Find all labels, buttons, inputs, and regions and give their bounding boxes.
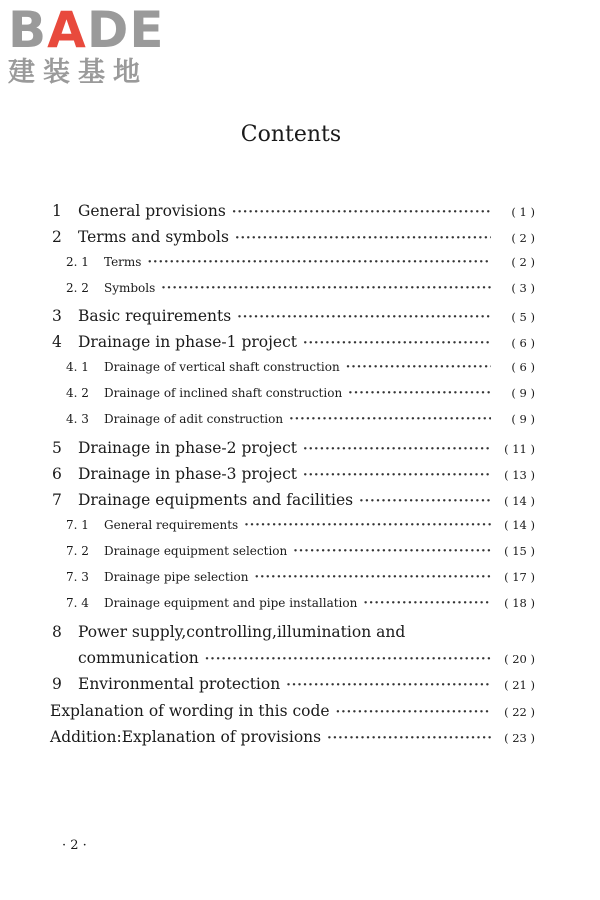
dot-leader: [286, 678, 491, 693]
toc-label: Terms and symbols: [78, 228, 229, 247]
toc-number: 7: [52, 491, 62, 510]
toc-number: 7. 2: [66, 543, 89, 558]
table-of-contents: [50, 202, 535, 754]
toc-label: Terms: [104, 254, 142, 269]
dot-leader: [254, 570, 491, 585]
logo-letters-de: DE: [86, 1, 165, 59]
dot-leader: [303, 336, 491, 351]
toc-page: ( 6 ): [511, 336, 535, 351]
toc-page: ( 5 ): [511, 310, 535, 325]
logo-letter-b: B: [8, 1, 48, 59]
toc-entry-7[interactable]: [50, 491, 535, 517]
toc-entry-3[interactable]: [50, 307, 535, 333]
logo-chinese-text: 建装基地: [8, 57, 148, 88]
toc-page: ( 3 ): [511, 280, 535, 295]
toc-number: 2: [52, 228, 62, 247]
toc-page: ( 14 ): [504, 494, 535, 509]
toc-label: Drainage of inclined shaft construction: [104, 386, 343, 401]
toc-number: 4. 2: [66, 386, 89, 401]
toc-number: 2. 2: [66, 280, 89, 295]
toc-page: ( 1 ): [511, 205, 535, 219]
toc-number: 4: [52, 333, 62, 352]
toc-label: General provisions: [78, 202, 226, 220]
toc-page: ( 11 ): [504, 441, 535, 456]
toc-page: ( 6 ): [511, 359, 535, 374]
toc-entry-7-1[interactable]: [50, 518, 535, 544]
toc-page: ( 2 ): [511, 231, 535, 246]
dot-leader: [205, 652, 491, 667]
toc-page: ( 9 ): [511, 386, 535, 401]
toc-entry-2[interactable]: [50, 228, 535, 254]
toc-label: Power supply,controlling,illumination and: [78, 622, 406, 641]
toc-entry-8[interactable]: [50, 623, 535, 649]
toc-number: 6: [52, 464, 62, 483]
toc-label: Drainage equipment and pipe installation: [104, 596, 358, 611]
toc-entry-2-1[interactable]: [50, 255, 535, 281]
logo-wordmark: [8, 1, 178, 59]
toc-entry-4-2[interactable]: [50, 386, 535, 412]
toc-page: ( 14 ): [504, 517, 535, 532]
toc-number: 7. 1: [66, 517, 89, 532]
toc-label: Symbols: [104, 280, 156, 295]
toc-number: 1: [52, 202, 62, 220]
page-number-footer: · 2 ·: [62, 838, 87, 853]
toc-label: Explanation of wording in this code: [50, 701, 330, 720]
toc-entry-1[interactable]: [50, 202, 535, 228]
toc-label: communication: [78, 649, 199, 668]
dot-leader: [348, 386, 491, 401]
toc-entry-4-1[interactable]: [50, 360, 535, 386]
toc-page: ( 9 ): [511, 412, 535, 427]
dot-leader: [147, 255, 491, 270]
toc-label: Drainage of vertical shaft construction: [104, 359, 340, 374]
toc-entry-4-3[interactable]: [50, 412, 535, 438]
toc-label: Environmental protection: [78, 675, 281, 694]
toc-page: ( 18 ): [504, 596, 535, 611]
dot-leader: [303, 442, 491, 457]
toc-label: Drainage in phase-2 project: [78, 438, 297, 457]
dot-leader: [346, 360, 491, 375]
toc-entry-7-4[interactable]: [50, 596, 535, 622]
toc-label: Drainage equipment selection: [104, 543, 288, 558]
toc-label: Drainage in phase-1 project: [78, 333, 297, 352]
dot-leader: [327, 731, 491, 746]
bade-logo: [8, 1, 178, 88]
toc-label: Drainage in phase-3 project: [78, 464, 297, 483]
toc-entry-addition[interactable]: [50, 728, 535, 754]
toc-entry-9[interactable]: [50, 675, 535, 701]
toc-label: Drainage pipe selection: [104, 570, 249, 585]
toc-entry-7-2[interactable]: [50, 544, 535, 570]
toc-page: ( 20 ): [504, 652, 535, 667]
dot-leader: [161, 281, 491, 296]
toc-page: ( 2 ): [511, 254, 535, 269]
toc-entry-2-2[interactable]: [50, 281, 535, 307]
dot-leader: [232, 205, 491, 220]
toc-label: Drainage of adit construction: [104, 412, 284, 427]
dot-leader: [237, 310, 491, 325]
toc-number: 9: [52, 675, 62, 694]
toc-number: 2. 1: [66, 254, 89, 269]
logo-letter-a: A: [47, 1, 87, 59]
toc-page: ( 17 ): [504, 570, 535, 585]
toc-label: Basic requirements: [78, 307, 232, 326]
toc-label: Addition:Explanation of provisions: [50, 727, 322, 746]
toc-entry-7-3[interactable]: [50, 570, 535, 596]
dot-leader: [359, 494, 491, 509]
page-title: Contents: [240, 122, 342, 147]
toc-number: 4. 1: [66, 359, 89, 374]
toc-entry-explanation-of-wording[interactable]: [50, 702, 535, 728]
dot-leader: [363, 596, 491, 611]
toc-entry-5[interactable]: [50, 439, 535, 465]
dot-leader: [303, 468, 491, 483]
toc-page: ( 22 ): [504, 704, 535, 719]
dot-leader: [293, 544, 491, 559]
toc-entry-4[interactable]: [50, 333, 535, 359]
toc-number: 7. 4: [66, 596, 89, 611]
toc-number: 5: [52, 438, 62, 457]
toc-page: ( 15 ): [504, 543, 535, 558]
dot-leader: [289, 412, 491, 427]
toc-entry-8-continued[interactable]: [50, 649, 535, 675]
toc-number: 3: [52, 307, 62, 326]
toc-number: 8: [52, 622, 62, 641]
dot-leader: [336, 705, 491, 720]
toc-label: Drainage equipments and facilities: [78, 491, 354, 510]
toc-page: ( 23 ): [504, 730, 535, 745]
toc-label: General requirements: [104, 517, 239, 532]
dot-leader: [235, 231, 491, 246]
toc-number: 4. 3: [66, 412, 89, 427]
toc-page: ( 21 ): [504, 678, 535, 693]
toc-page: ( 13 ): [504, 467, 535, 482]
dot-leader: [244, 518, 491, 533]
toc-number: 7. 3: [66, 570, 89, 585]
toc-entry-6[interactable]: [50, 465, 535, 491]
